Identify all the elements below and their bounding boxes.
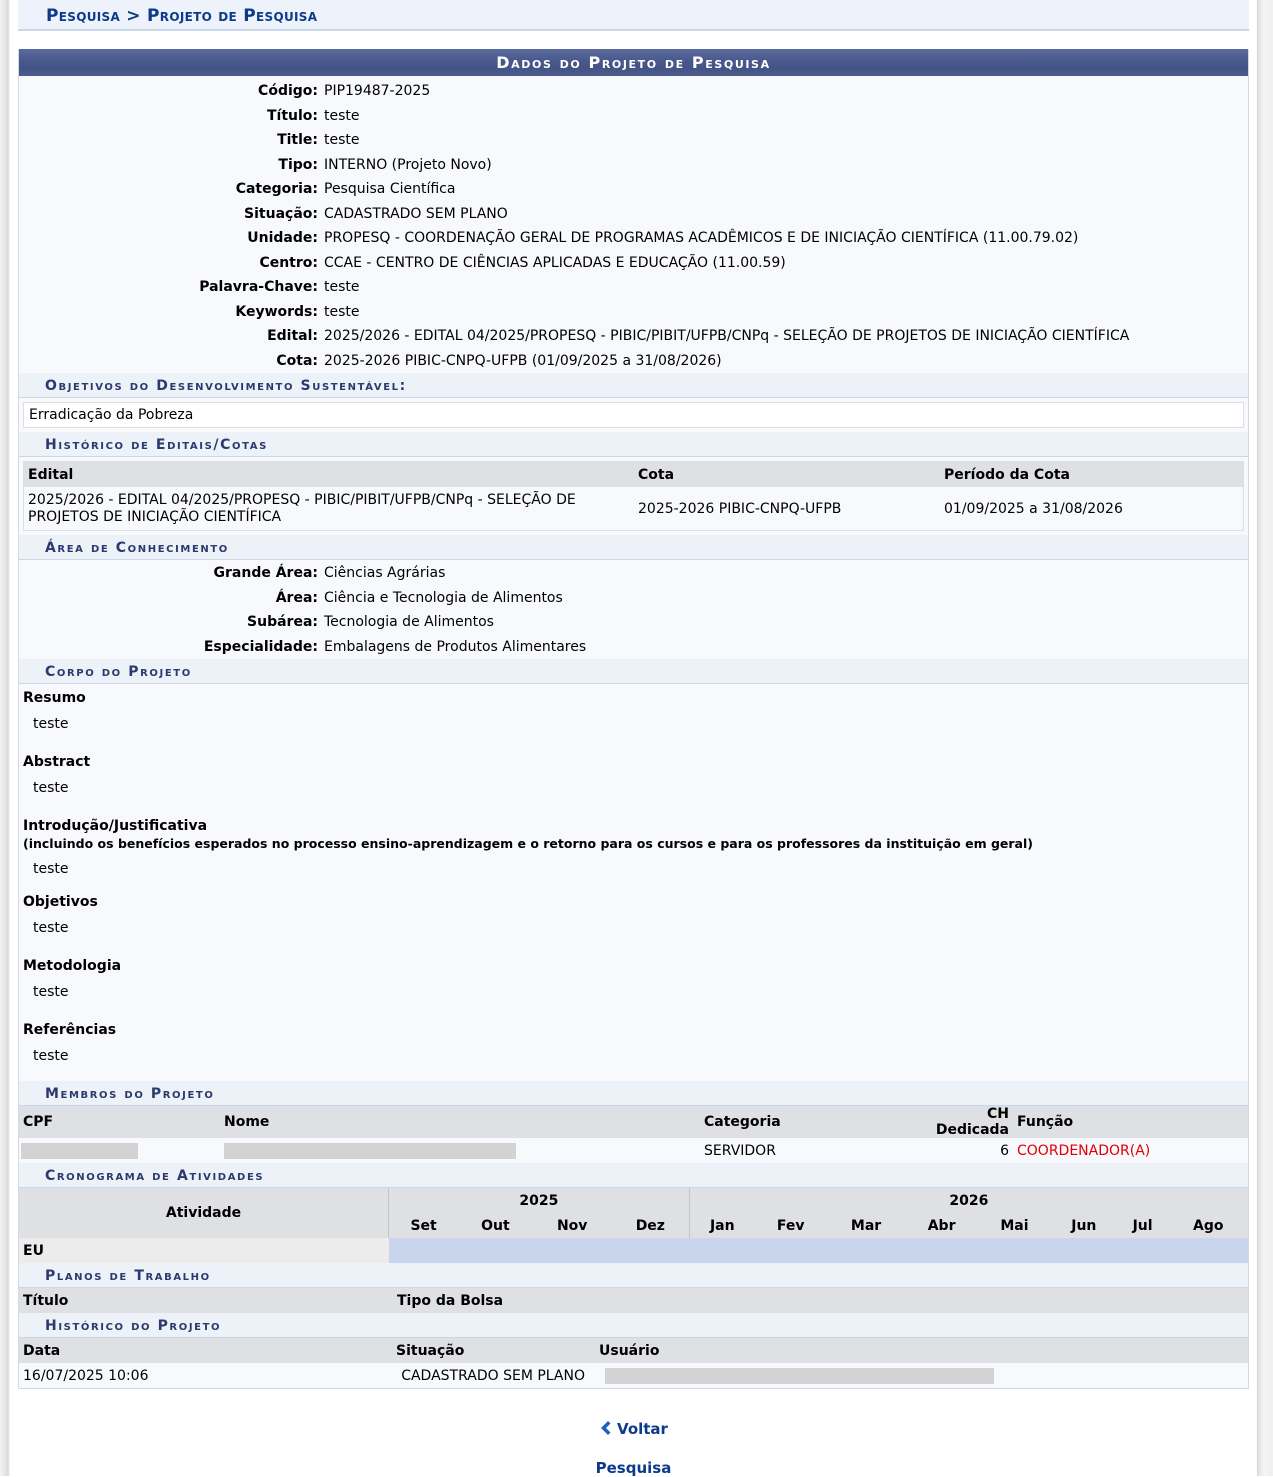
table-row: 16/07/2025 10:06 CADASTRADO SEM PLANO bbox=[19, 1363, 1248, 1388]
corpo-metodologia: Metodologia teste bbox=[23, 958, 122, 1000]
table-row: 2025/2026 - EDITAL 04/2025/PROPESQ - PIBIC/PIBIT/UFPB/CNPq - SELEÇÃO DE PROJETOS DE INICIAÇÃO CIENTÍFICA 2025-2026 PIBIC-CNPQ-UFPB 01/09/2025 a 31/08/2026 bbox=[24, 487, 1243, 530]
project-fields bbox=[19, 76, 1248, 373]
table-header: Edital Cota Período da Cota bbox=[24, 462, 1243, 487]
field-titulo: Título: teste bbox=[266, 107, 360, 124]
ods-value: Erradicação da Pobreza bbox=[23, 402, 1244, 428]
left-edge-shadow bbox=[0, 0, 10, 1476]
membros-table bbox=[19, 1106, 1248, 1163]
field-palavra-chave: Palavra-Chave: teste bbox=[199, 279, 360, 295]
field-especialidade: Especialidade: Embalagens de Produtos Alimentares bbox=[203, 638, 587, 655]
area-fields bbox=[19, 560, 1248, 659]
voltar-link[interactable]: Voltar bbox=[18, 1420, 1249, 1438]
corpo-objetivos: Objetivos teste bbox=[23, 894, 98, 936]
field-edital: Edital: 2025/2026 - EDITAL 04/2025/PROPESQ - PIBIC/PIBIT/UFPB/CNPq - SELEÇÃO DE PROJETOS DE INICIAÇÃO CIENTÍFICA bbox=[267, 328, 1130, 344]
section-corpo-projeto: Corpo do Projeto bbox=[19, 659, 1248, 684]
corpo-referencias: Referências teste bbox=[23, 1022, 117, 1064]
corpo-abstract: Abstract teste bbox=[23, 754, 91, 796]
section-area-conhecimento: Área de Conhecimento bbox=[19, 535, 1248, 560]
field-title: Title: teste bbox=[277, 132, 360, 148]
section-historico-editais: Histórico de Editais/Cotas bbox=[19, 432, 1248, 457]
field-area: Área: Ciência e Tecnologia de Alimentos bbox=[275, 589, 563, 606]
planos-table bbox=[19, 1288, 1248, 1313]
breadcrumb: Pesquisa > Projeto de Pesquisa bbox=[18, 0, 1249, 31]
field-tipo: Tipo: INTERNO (Projeto Novo) bbox=[278, 156, 492, 173]
cronograma-table: Atividade 2025 2026 Set Out Nov Dez Jan Fev Mar Abr Mai Jun Jul Ago EU bbox=[19, 1188, 1248, 1263]
field-cota: Cota: 2025-2026 PIBIC-CNPQ-UFPB (01/09/2025 a 31/08/2026) bbox=[276, 352, 722, 369]
field-grande-area: Grande Área: Ciências Agrárias bbox=[213, 565, 446, 581]
redacted-nome bbox=[224, 1143, 516, 1159]
field-codigo: Código: PIP19487-2025 bbox=[258, 83, 431, 99]
corpo-resumo: Resumo teste bbox=[23, 690, 86, 732]
chevron-left-icon bbox=[599, 1420, 611, 1436]
field-unidade: Unidade: PROPESQ - COORDENAÇÃO GERAL DE PROGRAMAS ACADÊMICOS E DE INICIAÇÃO CIENTÍFICA (11.00.79.02) bbox=[247, 230, 1079, 246]
corpo-projeto bbox=[19, 684, 1248, 1081]
field-subarea: Subárea: Tecnologia de Alimentos bbox=[247, 614, 494, 630]
historico-editais-table bbox=[23, 461, 1244, 531]
scrollbar[interactable] bbox=[1257, 0, 1273, 1476]
table-header: Data Situação Usuário bbox=[19, 1338, 1248, 1363]
cronograma-bar bbox=[389, 1238, 1249, 1263]
field-keywords: Keywords: teste bbox=[235, 303, 360, 320]
section-planos: Planos de Trabalho bbox=[19, 1263, 1248, 1288]
section-historico-projeto: Histórico do Projeto bbox=[19, 1313, 1248, 1338]
field-centro: Centro: CCAE - CENTRO DE CIÊNCIAS APLICADAS E EDUCAÇÃO (11.00.59) bbox=[259, 254, 786, 271]
field-categoria: Categoria: Pesquisa Científica bbox=[235, 181, 456, 197]
pesquisa-link[interactable]: Pesquisa bbox=[595, 1459, 672, 1477]
historico-projeto-table bbox=[19, 1338, 1248, 1388]
table-row: SERVIDOR 6 COORDENADOR(A) bbox=[19, 1138, 1248, 1163]
funcao-coordenador: COORDENADOR(A) bbox=[1013, 1138, 1248, 1163]
table-header: CPF Nome Categoria CH Dedicada Função bbox=[19, 1106, 1248, 1138]
table-header: Título Tipo da Bolsa bbox=[19, 1288, 1248, 1313]
section-membros: Membros do Projeto bbox=[19, 1081, 1248, 1106]
section-cronograma: Cronograma de Atividades bbox=[19, 1163, 1248, 1188]
redacted-usuario bbox=[605, 1368, 994, 1384]
project-data-panel bbox=[18, 49, 1249, 1389]
table-row: EU bbox=[19, 1238, 1248, 1263]
page bbox=[18, 0, 1249, 1477]
section-ods: Objetivos do Desenvolvimento Sustentável: bbox=[19, 373, 1248, 398]
field-situacao: Situação: CADASTRADO SEM PLANO bbox=[244, 205, 508, 222]
redacted-cpf bbox=[21, 1143, 138, 1159]
corpo-introducao: Introdução/Justificativa (incluindo os benefícios esperados no processo ensino-aprendizagem e o retorno para os cursos e para os professores da instituição em geral) teste bbox=[23, 818, 1033, 877]
panel-title: Dados do Projeto de Pesquisa bbox=[19, 49, 1248, 76]
